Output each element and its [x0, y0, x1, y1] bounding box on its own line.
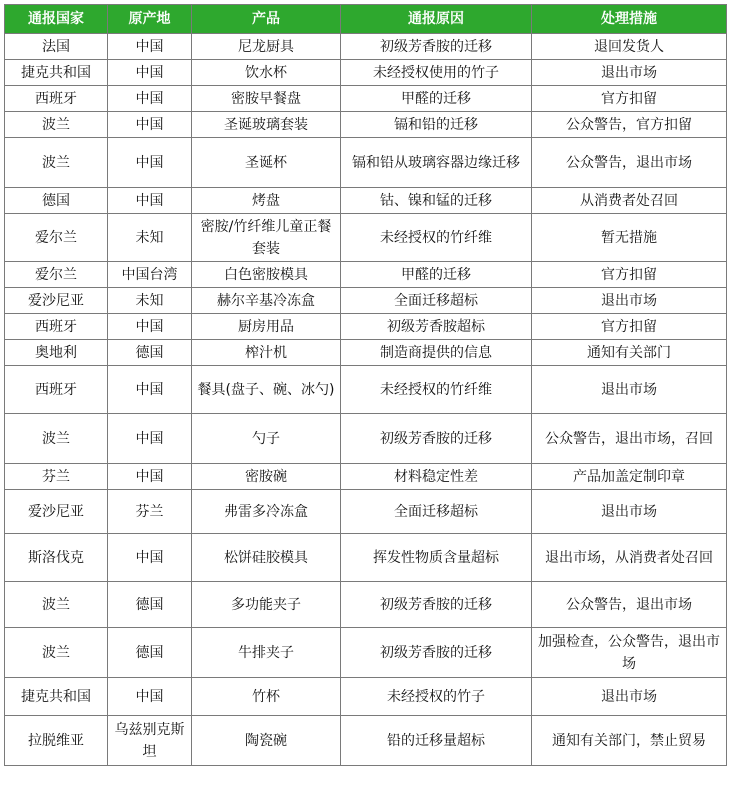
cell-product: 烤盘 — [192, 188, 341, 214]
table-row — [5, 366, 727, 414]
cell-country: 爱沙尼亚 — [5, 288, 108, 314]
table-row — [5, 534, 727, 582]
cell-product: 赫尔辛基冷冻盒 — [192, 288, 341, 314]
cell-reason: 初级芳香胺的迁移 — [341, 628, 532, 678]
cell-country: 爱尔兰 — [5, 262, 108, 288]
cell-origin: 芬兰 — [108, 490, 192, 534]
cell-country: 拉脱维亚 — [5, 716, 108, 766]
cell-reason: 初级芳香胺的迁移 — [341, 34, 532, 60]
cell-reason: 全面迁移超标 — [341, 288, 532, 314]
cell-origin: 德国 — [108, 582, 192, 628]
cell-product: 密胺早餐盘 — [192, 86, 341, 112]
cell-country: 波兰 — [5, 628, 108, 678]
cell-reason: 甲醛的迁移 — [341, 86, 532, 112]
table-row — [5, 464, 727, 490]
cell-country: 波兰 — [5, 112, 108, 138]
cell-origin: 德国 — [108, 628, 192, 678]
cell-reason: 镉和铅从玻璃容器边缘迁移 — [341, 138, 532, 188]
cell-country: 德国 — [5, 188, 108, 214]
cell-measure: 公众警告，退出市场，召回 — [532, 414, 727, 464]
cell-origin: 中国 — [108, 188, 192, 214]
table-row — [5, 188, 727, 214]
cell-reason: 铅的迁移量超标 — [341, 716, 532, 766]
header-origin: 原产地 — [108, 5, 192, 34]
table-row — [5, 628, 727, 678]
cell-product: 圣诞玻璃套装 — [192, 112, 341, 138]
table-row — [5, 314, 727, 340]
cell-measure: 公众警告，官方扣留 — [532, 112, 727, 138]
table-row — [5, 716, 727, 766]
cell-origin: 中国 — [108, 60, 192, 86]
cell-measure: 退出市场 — [532, 288, 727, 314]
table-row — [5, 414, 727, 464]
header-country: 通报国家 — [5, 5, 108, 34]
cell-country: 波兰 — [5, 582, 108, 628]
cell-product: 厨房用品 — [192, 314, 341, 340]
header-product: 产品 — [192, 5, 341, 34]
cell-origin: 中国 — [108, 112, 192, 138]
cell-reason: 甲醛的迁移 — [341, 262, 532, 288]
cell-measure: 公众警告，退出市场 — [532, 138, 727, 188]
cell-origin: 未知 — [108, 288, 192, 314]
table-row — [5, 112, 727, 138]
cell-measure: 官方扣留 — [532, 314, 727, 340]
cell-product: 松饼硅胶模具 — [192, 534, 341, 582]
cell-product: 密胺/竹纤维儿童正餐套装 — [192, 214, 341, 262]
table-header-row — [5, 5, 727, 34]
cell-reason: 镉和铅的迁移 — [341, 112, 532, 138]
table-row — [5, 60, 727, 86]
cell-measure: 官方扣留 — [532, 262, 727, 288]
table-body — [5, 34, 727, 766]
cell-product: 密胺碗 — [192, 464, 341, 490]
cell-measure: 从消费者处召回 — [532, 188, 727, 214]
cell-country: 波兰 — [5, 414, 108, 464]
cell-origin: 中国 — [108, 34, 192, 60]
cell-country: 斯洛伐克 — [5, 534, 108, 582]
cell-measure: 加强检查，公众警告，退出市场 — [532, 628, 727, 678]
header-reason: 通报原因 — [341, 5, 532, 34]
table-row — [5, 288, 727, 314]
cell-measure: 退出市场，从消费者处召回 — [532, 534, 727, 582]
notification-table — [4, 4, 727, 766]
table-row — [5, 86, 727, 112]
cell-measure: 退出市场 — [532, 678, 727, 716]
cell-country: 芬兰 — [5, 464, 108, 490]
cell-product: 饮水杯 — [192, 60, 341, 86]
cell-country: 爱沙尼亚 — [5, 490, 108, 534]
cell-country: 西班牙 — [5, 314, 108, 340]
cell-reason: 全面迁移超标 — [341, 490, 532, 534]
cell-reason: 初级芳香胺的迁移 — [341, 414, 532, 464]
cell-country: 法国 — [5, 34, 108, 60]
cell-origin: 中国 — [108, 138, 192, 188]
cell-country: 西班牙 — [5, 86, 108, 112]
cell-measure: 官方扣留 — [532, 86, 727, 112]
cell-origin: 中国 — [108, 366, 192, 414]
cell-origin: 未知 — [108, 214, 192, 262]
table-row — [5, 138, 727, 188]
cell-origin: 中国 — [108, 464, 192, 490]
cell-country: 爱尔兰 — [5, 214, 108, 262]
cell-reason: 挥发性物质含量超标 — [341, 534, 532, 582]
cell-reason: 初级芳香胺的迁移 — [341, 582, 532, 628]
cell-origin: 中国 — [108, 534, 192, 582]
cell-country: 捷克共和国 — [5, 678, 108, 716]
cell-product: 榨汁机 — [192, 340, 341, 366]
cell-reason: 未经授权使用的竹子 — [341, 60, 532, 86]
cell-reason: 制造商提供的信息 — [341, 340, 532, 366]
cell-measure: 退出市场 — [532, 490, 727, 534]
table-row — [5, 340, 727, 366]
cell-measure: 公众警告，退出市场 — [532, 582, 727, 628]
cell-origin: 中国 — [108, 314, 192, 340]
cell-origin: 中国 — [108, 414, 192, 464]
cell-product: 勺子 — [192, 414, 341, 464]
table-row — [5, 582, 727, 628]
header-measure: 处理措施 — [532, 5, 727, 34]
cell-country: 捷克共和国 — [5, 60, 108, 86]
cell-product: 弗雷多冷冻盒 — [192, 490, 341, 534]
cell-origin: 中国 — [108, 678, 192, 716]
cell-country: 西班牙 — [5, 366, 108, 414]
cell-measure: 退回发货人 — [532, 34, 727, 60]
cell-reason: 未经授权的竹纤维 — [341, 366, 532, 414]
cell-product: 竹杯 — [192, 678, 341, 716]
cell-origin: 中国 — [108, 86, 192, 112]
cell-product: 多功能夹子 — [192, 582, 341, 628]
cell-reason: 初级芳香胺超标 — [341, 314, 532, 340]
cell-origin: 乌兹别克斯坦 — [108, 716, 192, 766]
cell-reason: 未经授权的竹纤维 — [341, 214, 532, 262]
cell-product: 牛排夹子 — [192, 628, 341, 678]
cell-product: 白色密胺模具 — [192, 262, 341, 288]
cell-country: 奥地利 — [5, 340, 108, 366]
cell-measure: 退出市场 — [532, 60, 727, 86]
cell-origin: 德国 — [108, 340, 192, 366]
cell-measure: 退出市场 — [532, 366, 727, 414]
cell-origin: 中国台湾 — [108, 262, 192, 288]
cell-measure: 通知有关部门 — [532, 340, 727, 366]
cell-measure: 产品加盖定制印章 — [532, 464, 727, 490]
table-row — [5, 490, 727, 534]
cell-product: 圣诞杯 — [192, 138, 341, 188]
cell-reason: 钴、镍和锰的迁移 — [341, 188, 532, 214]
cell-measure: 通知有关部门，禁止贸易 — [532, 716, 727, 766]
cell-measure: 暂无措施 — [532, 214, 727, 262]
cell-country: 波兰 — [5, 138, 108, 188]
cell-reason: 材料稳定性差 — [341, 464, 532, 490]
cell-reason: 未经授权的竹子 — [341, 678, 532, 716]
cell-product: 尼龙厨具 — [192, 34, 341, 60]
cell-product: 餐具(盘子、碗、冰勺) — [192, 366, 341, 414]
table-row — [5, 678, 727, 716]
table-row — [5, 34, 727, 60]
cell-product: 陶瓷碗 — [192, 716, 341, 766]
table-row — [5, 262, 727, 288]
table-row — [5, 214, 727, 262]
